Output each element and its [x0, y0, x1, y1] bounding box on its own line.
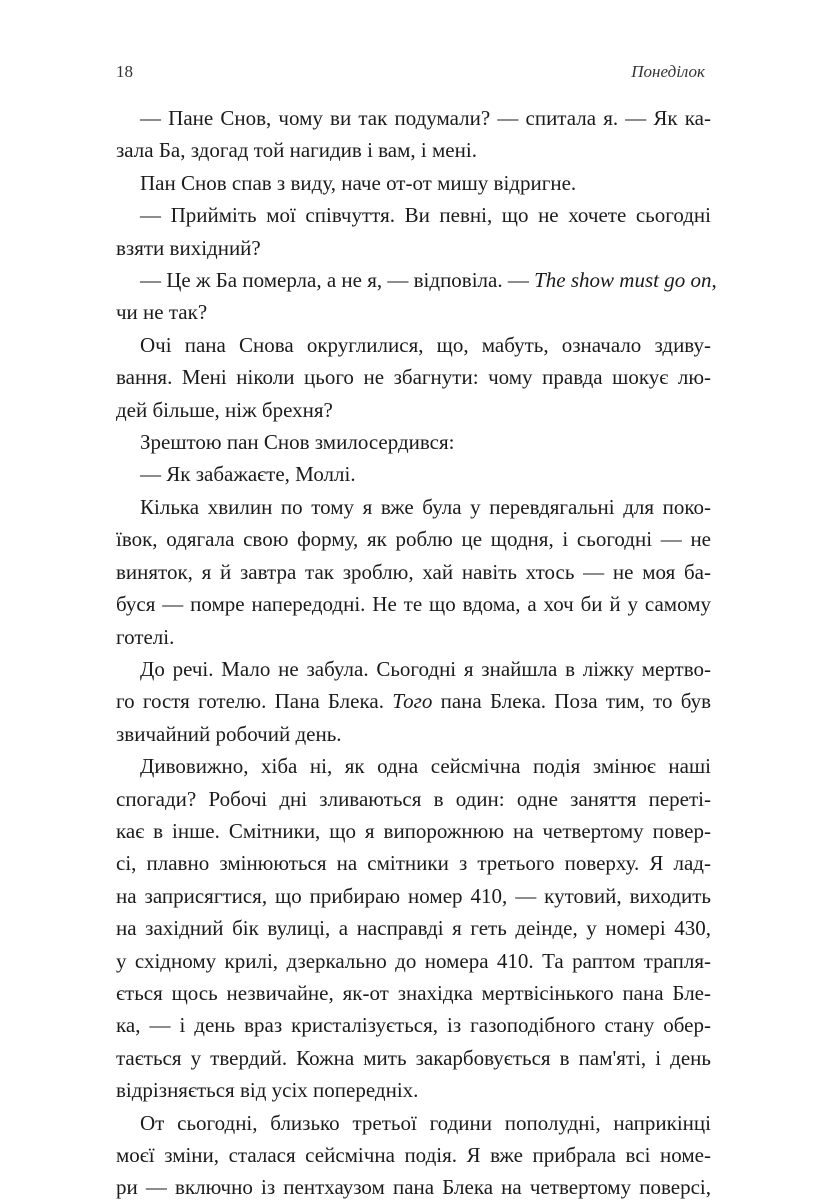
text-line: буся — помре напередодні. Не те що вдома, а хоч би й у самому	[116, 592, 711, 617]
chapter-title: Понеділок	[631, 62, 705, 81]
text-line: звичайний робочий день.	[116, 721, 342, 746]
text-line: ри — включно із пентхаузом пана Блека на четвертому поверсі,	[116, 1175, 711, 1200]
text-line: го гостя готелю. Пана Блека. Того пана Блека. Поза тим, то був	[116, 689, 712, 714]
text-line: ється щось незвичайне, як-от знахідка мертвісінького пана Бле-	[116, 980, 711, 1005]
text-line: у східному крилі, дзеркально до номера 410. Та раптом трапля-	[116, 948, 711, 973]
text-line: кає в інше. Смітники, що я випорожнюю на четвертому повер-	[116, 818, 711, 843]
text-line: Зрештою пан Снов змилосердився:	[140, 430, 455, 455]
text-line: зала Ба, здогад той нагидив і вам, і мені.	[116, 138, 477, 163]
text-line: виняток, я й завтра так зроблю, хай навіть хтось — не моя ба-	[116, 559, 711, 584]
text-line: готелі.	[116, 624, 175, 649]
text-line: моєї зміни, сталася сейсмічна подія. Я вже прибрала всі номе-	[116, 1143, 711, 1167]
text-line: ївок, одягала свою форму, як роблю це щодня, і сьогодні — не	[116, 527, 711, 552]
text-line: вання. Мені ніколи цього не збагнути: чому правда шокує лю-	[116, 365, 711, 390]
text-line: Пан Снов спав з виду, наче от-от мишу відригне.	[140, 170, 577, 195]
text-line: дей більше, ніж брехня?	[116, 397, 333, 422]
text-line: тається у твердий. Кожна мить закарбовується в пам'яті, і день	[116, 1045, 711, 1070]
text-line: на західний бік вулиці, а насправді я геть деінде, у номері 430,	[116, 916, 711, 941]
italic-phrase: The show must go on	[534, 268, 712, 293]
page-body	[116, 102, 717, 1204]
page-number: 18	[116, 62, 133, 81]
text-line: ка, — і день враз кристалізується, із газоподібного стану обер-	[116, 1013, 711, 1038]
text-line: От сьогодні, близько третьої години пополудні, наприкінці	[140, 1110, 711, 1135]
text-line: на заприсягтися, що прибираю номер 410, — кутовий, виходить	[116, 883, 711, 908]
text-line: чи не так?	[116, 300, 208, 325]
text-line: взяти вихідний?	[116, 235, 261, 260]
text-line: сі, плавно змінюються на смітники з третього поверху. Я лад-	[116, 851, 711, 876]
text-line: спогади? Робочі дні зливаються в один: одне заняття переті-	[116, 786, 711, 811]
text-line: До речі. Мало не забула. Сьогодні я знайшла в ліжку мертво-	[140, 656, 711, 681]
text-line: — Прийміть мої співчуття. Ви певні, що не хочете сьогодні	[140, 203, 711, 228]
running-head	[116, 62, 705, 82]
text-line: відрізняється від усіх попередніх.	[116, 1078, 419, 1103]
text-line: Дивовижно, хіба ні, як одна сейсмічна подія змінює наші	[140, 754, 711, 779]
text-line: Кілька хвилин по тому я вже була у перевдягальні для поко-	[140, 494, 711, 519]
text-line: — Це ж Ба померла, а не я, — відповіла. — The show must go on,	[140, 268, 717, 293]
text-line: Очі пана Снова округлилися, що, мабуть, означало здиву-	[140, 332, 711, 357]
italic-phrase: Того	[392, 689, 433, 714]
text-line: — Пане Снов, чому ви так подумали? — спитала я. — Як ка-	[140, 106, 711, 130]
text-line: — Як забажаєте, Моллі.	[140, 462, 356, 487]
